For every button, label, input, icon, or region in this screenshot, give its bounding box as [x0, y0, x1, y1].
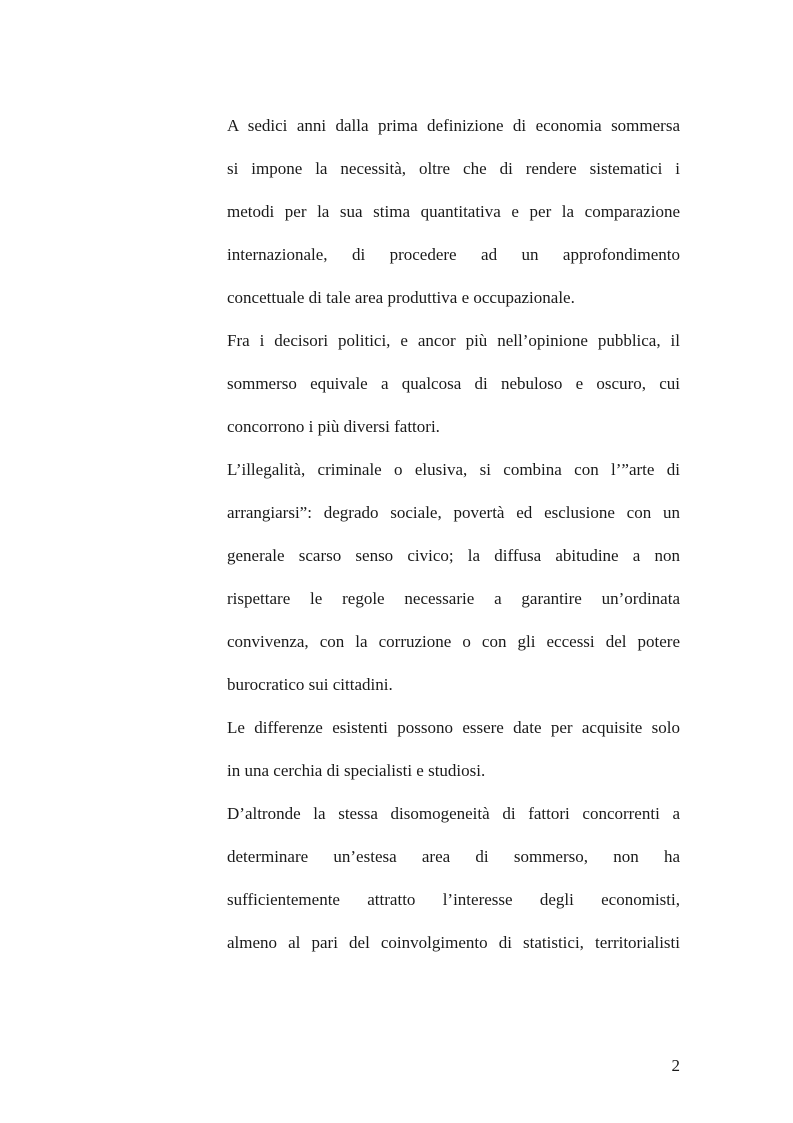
- text-line: burocratico sui cittadini.: [227, 675, 393, 694]
- page-number: 2: [671, 1056, 680, 1075]
- body-text: [227, 111, 680, 971]
- text-line: si impone la necessità, oltre che di rendere sistematici i: [227, 159, 680, 178]
- text-line: D’altronde la stessa disomogeneità di fattori concorrenti a: [227, 804, 680, 823]
- text-line: convivenza, con la corruzione o con gli eccessi del potere: [227, 632, 680, 651]
- text-line: concorrono i più diversi fattori.: [227, 417, 440, 436]
- text-line: metodi per la sua stima quantitativa e per la comparazione: [227, 202, 680, 221]
- text-line: Le differenze esistenti possono essere date per acquisite solo: [227, 718, 680, 737]
- text-line: generale scarso senso civico; la diffusa abitudine a non: [227, 546, 680, 565]
- text-line: arrangiarsi”: degrado sociale, povertà ed esclusione con un: [227, 503, 680, 522]
- text-line: almeno al pari del coinvolgimento di statistici, territorialisti: [227, 933, 680, 952]
- text-line: internazionale, di procedere ad un approfondimento: [227, 245, 680, 264]
- text-line: L’illegalità, criminale o elusiva, si combina con l’”arte di: [227, 460, 680, 479]
- text-line: rispettare le regole necessarie a garantire un’ordinata: [227, 589, 680, 608]
- text-line: in una cerchia di specialisti e studiosi.: [227, 761, 486, 780]
- text-line: sommerso equivale a qualcosa di nebuloso e oscuro, cui: [227, 374, 680, 393]
- text-line: A sedici anni dalla prima definizione di economia sommersa: [227, 116, 680, 135]
- text-line: concettuale di tale area produttiva e occupazionale.: [227, 288, 575, 307]
- text-line: determinare un’estesa area di sommerso, non ha: [227, 847, 680, 866]
- text-line: sufficientemente attratto l’interesse degli economisti,: [227, 890, 680, 909]
- text-line: Fra i decisori politici, e ancor più nell’opinione pubblica, il: [227, 331, 680, 350]
